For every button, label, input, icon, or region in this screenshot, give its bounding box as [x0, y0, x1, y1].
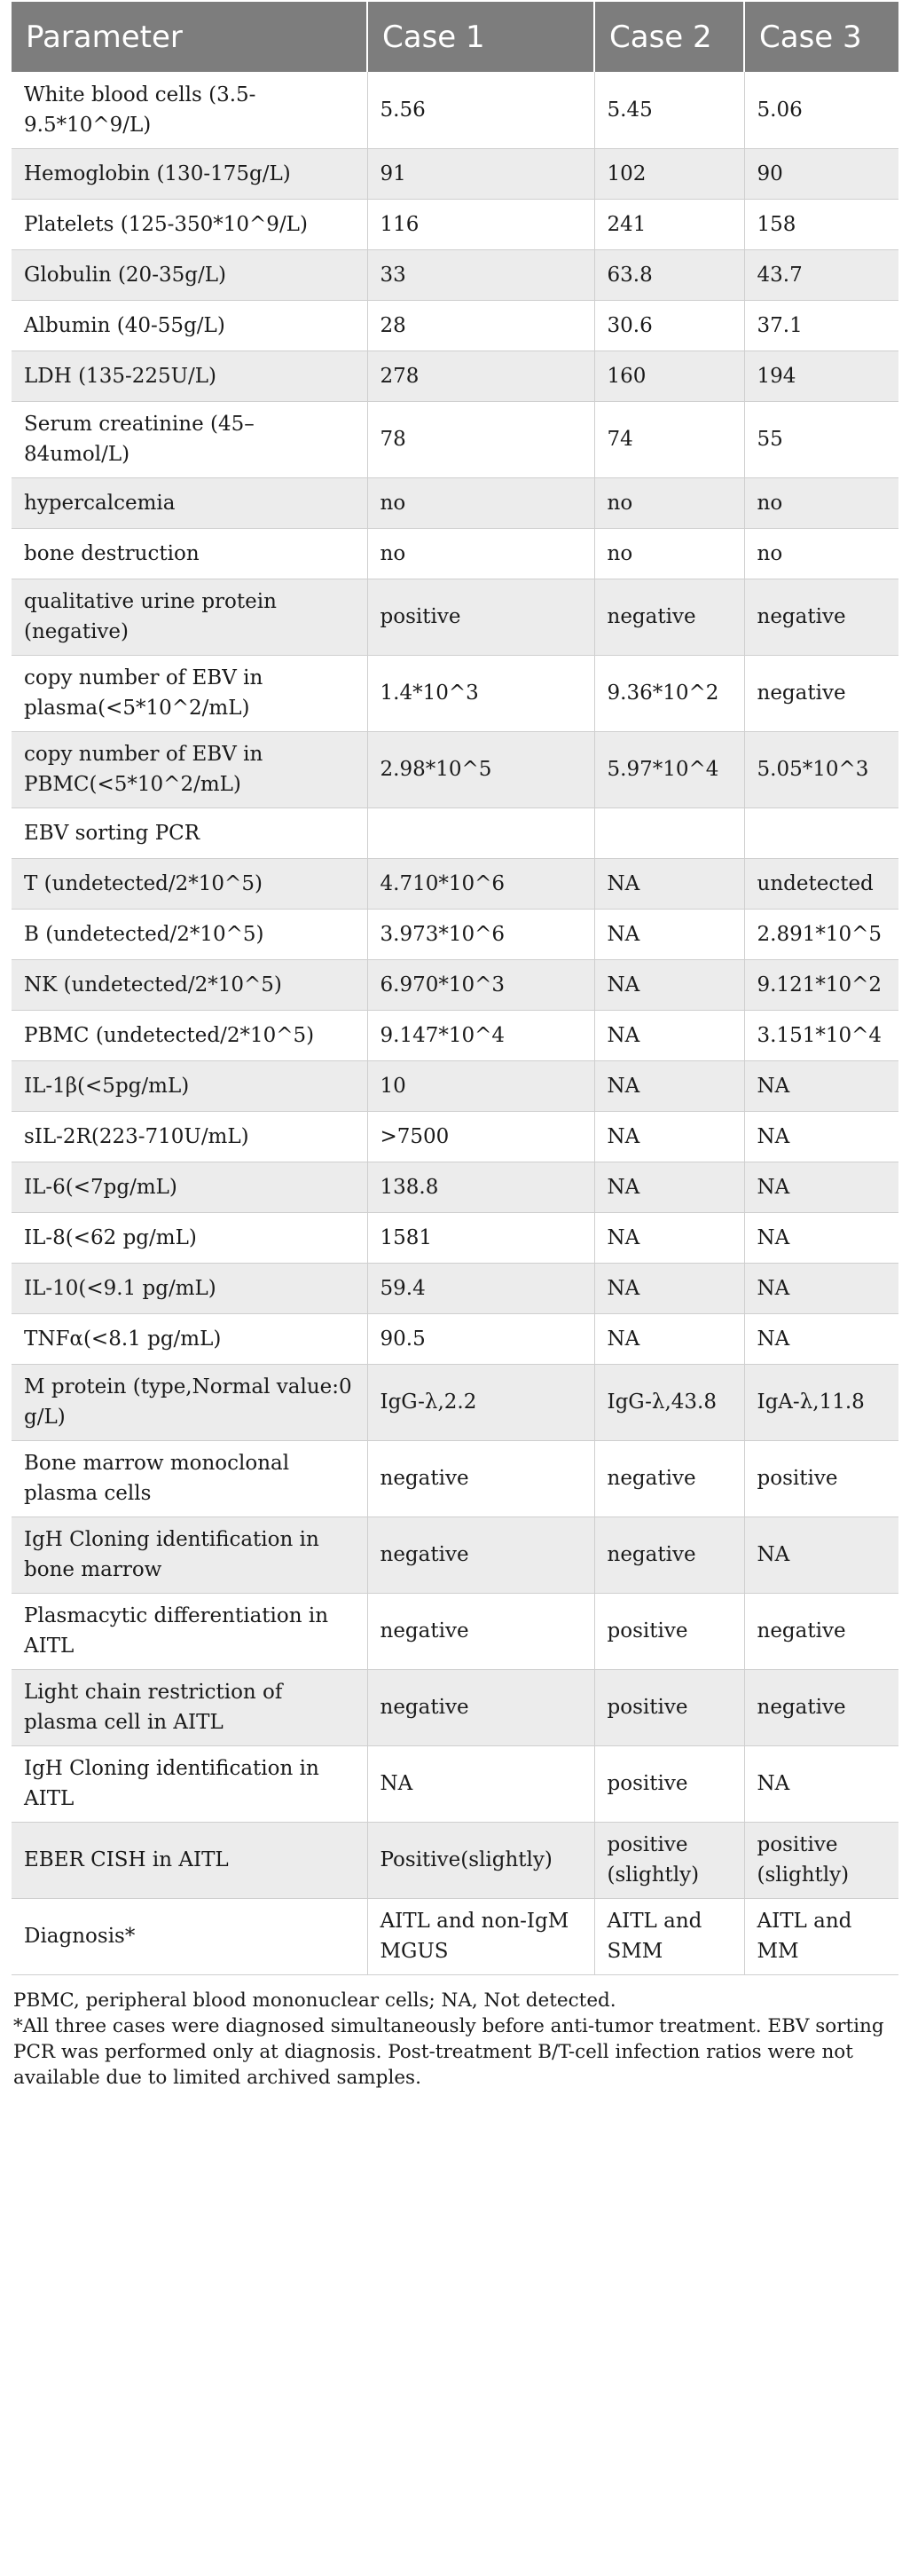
table-row	[12, 528, 898, 579]
case-1-cell: 91	[367, 148, 594, 199]
parameter-cell: White blood cells (3.5-9.5*10^9/L)	[12, 72, 367, 148]
case-3-cell: NA	[744, 1111, 898, 1162]
header-case-3: Case 3	[744, 2, 898, 72]
table-row	[12, 72, 898, 148]
case-3-cell: 194	[744, 351, 898, 401]
case-2-cell: 160	[594, 351, 744, 401]
case-3-cell: no	[744, 528, 898, 579]
parameter-cell: M protein (type,Normal value:0 g/L)	[12, 1364, 367, 1440]
case-2-cell: 30.6	[594, 300, 744, 351]
case-3-cell: negative	[744, 1593, 898, 1669]
case-1-cell: >7500	[367, 1111, 594, 1162]
case-3-cell: 90	[744, 148, 898, 199]
diagnosis-note: *All three cases were diagnosed simultaneously before anti-tumor treatment. EBV sorting PCR was performed only at diagnosis. Post-treatment B/T-cell infection ratios were not available due to limited archived samples.	[13, 2014, 884, 2089]
parameter-cell: IL-8(<62 pg/mL)	[12, 1212, 367, 1263]
table-row	[12, 1212, 898, 1263]
case-3-cell: NA	[744, 1060, 898, 1111]
table-row	[12, 1364, 898, 1440]
parameter-cell: qualitative urine protein (negative)	[12, 579, 367, 655]
case-1-cell: 90.5	[367, 1313, 594, 1364]
case-2-cell: 74	[594, 401, 744, 477]
case-3-cell: 43.7	[744, 249, 898, 300]
parameter-cell: Hemoglobin (130-175g/L)	[12, 148, 367, 199]
table-row	[12, 148, 898, 199]
header-parameter: Parameter	[12, 2, 367, 72]
case-2-cell: negative	[594, 1440, 744, 1516]
table-row	[12, 249, 898, 300]
case-3-cell: undetected	[744, 858, 898, 909]
case-3-cell: positive	[744, 1440, 898, 1516]
table-row	[12, 1111, 898, 1162]
parameter-cell: NK (undetected/2*10^5)	[12, 959, 367, 1010]
parameter-cell: Diagnosis*	[12, 1898, 367, 1974]
table-row	[12, 1313, 898, 1364]
case-1-cell: no	[367, 477, 594, 528]
table-row	[12, 1745, 898, 1822]
case-1-cell: 28	[367, 300, 594, 351]
table-row	[12, 1898, 898, 1974]
case-3-cell: 55	[744, 401, 898, 477]
parameter-cell: Light chain restriction of plasma cell in AITL	[12, 1669, 367, 1745]
case-1-cell: negative	[367, 1516, 594, 1593]
parameter-cell: IL-1β(<5pg/mL)	[12, 1060, 367, 1111]
case-1-cell: AITL and non-IgM MGUS	[367, 1898, 594, 1974]
parameter-cell: Bone marrow monoclonal plasma cells	[12, 1440, 367, 1516]
case-1-cell: NA	[367, 1745, 594, 1822]
case-1-cell: 116	[367, 199, 594, 249]
parameter-cell: T (undetected/2*10^5)	[12, 858, 367, 909]
abbreviations-note: PBMC, peripheral blood mononuclear cells; NA, Not detected.	[13, 1989, 616, 2012]
table-row	[12, 1162, 898, 1212]
case-2-cell: 63.8	[594, 249, 744, 300]
case-2-cell: negative	[594, 579, 744, 655]
table-row	[12, 351, 898, 401]
parameter-cell: IgH Cloning identification in AITL	[12, 1745, 367, 1822]
case-1-cell: 1581	[367, 1212, 594, 1263]
case-3-cell: negative	[744, 655, 898, 731]
table-row	[12, 1060, 898, 1111]
case-2-cell: no	[594, 477, 744, 528]
case-3-cell: negative	[744, 579, 898, 655]
table-row	[12, 199, 898, 249]
case-3-cell: 5.05*10^3	[744, 731, 898, 807]
case-3-cell: NA	[744, 1162, 898, 1212]
case-2-cell: NA	[594, 1263, 744, 1313]
parameter-cell: Platelets (125-350*10^9/L)	[12, 199, 367, 249]
case-1-cell: 10	[367, 1060, 594, 1111]
case-2-cell: no	[594, 528, 744, 579]
table-row	[12, 1822, 898, 1898]
case-1-cell: 278	[367, 351, 594, 401]
case-3-cell	[744, 807, 898, 858]
table-row	[12, 807, 898, 858]
table-row	[12, 1440, 898, 1516]
parameter-cell: B (undetected/2*10^5)	[12, 909, 367, 959]
case-3-cell: NA	[744, 1313, 898, 1364]
header-case-1: Case 1	[367, 2, 594, 72]
case-3-cell: 37.1	[744, 300, 898, 351]
case-2-cell: NA	[594, 1111, 744, 1162]
case-2-cell	[594, 807, 744, 858]
case-1-cell: no	[367, 528, 594, 579]
case-3-cell: IgA-λ,11.8	[744, 1364, 898, 1440]
case-2-cell: NA	[594, 1010, 744, 1060]
case-3-cell: negative	[744, 1669, 898, 1745]
document	[12, 2, 898, 2091]
case-1-cell: negative	[367, 1593, 594, 1669]
case-3-cell: 158	[744, 199, 898, 249]
case-2-cell: positive	[594, 1593, 744, 1669]
parameter-cell: hypercalcemia	[12, 477, 367, 528]
table-row	[12, 858, 898, 909]
case-1-cell: 2.98*10^5	[367, 731, 594, 807]
case-2-cell: 5.97*10^4	[594, 731, 744, 807]
parameter-cell: copy number of EBV in PBMC(<5*10^2/mL)	[12, 731, 367, 807]
case-1-cell: IgG-λ,2.2	[367, 1364, 594, 1440]
case-3-cell: 3.151*10^4	[744, 1010, 898, 1060]
table-row	[12, 1516, 898, 1593]
parameter-cell: IgH Cloning identification in bone marrow	[12, 1516, 367, 1593]
case-2-cell: 102	[594, 148, 744, 199]
table-row	[12, 579, 898, 655]
table-row	[12, 909, 898, 959]
parameter-cell: PBMC (undetected/2*10^5)	[12, 1010, 367, 1060]
case-2-cell: NA	[594, 909, 744, 959]
parameter-cell: TNFα(<8.1 pg/mL)	[12, 1313, 367, 1364]
parameter-cell: sIL-2R(223-710U/mL)	[12, 1111, 367, 1162]
case-2-cell: NA	[594, 1313, 744, 1364]
case-1-cell: 5.56	[367, 72, 594, 148]
case-2-cell: AITL and SMM	[594, 1898, 744, 1974]
case-2-cell: IgG-λ,43.8	[594, 1364, 744, 1440]
case-2-cell: positive	[594, 1745, 744, 1822]
parameter-cell: EBER CISH in AITL	[12, 1822, 367, 1898]
case-3-cell: 5.06	[744, 72, 898, 148]
header-row	[12, 2, 898, 72]
table-body	[12, 72, 898, 1974]
parameter-cell: IL-6(<7pg/mL)	[12, 1162, 367, 1212]
table-row	[12, 300, 898, 351]
case-3-cell: NA	[744, 1263, 898, 1313]
parameter-cell: LDH (135-225U/L)	[12, 351, 367, 401]
case-2-cell: positive (slightly)	[594, 1822, 744, 1898]
case-3-cell: NA	[744, 1516, 898, 1593]
case-2-cell: 9.36*10^2	[594, 655, 744, 731]
case-2-cell: NA	[594, 858, 744, 909]
parameter-cell: bone destruction	[12, 528, 367, 579]
case-2-cell: NA	[594, 1212, 744, 1263]
table-row	[12, 731, 898, 807]
footnotes	[12, 1988, 898, 2091]
parameter-cell: Albumin (40-55g/L)	[12, 300, 367, 351]
case-3-cell: 2.891*10^5	[744, 909, 898, 959]
parameter-cell: IL-10(<9.1 pg/mL)	[12, 1263, 367, 1313]
table-row	[12, 1263, 898, 1313]
parameter-cell: Plasmacytic differentiation in AITL	[12, 1593, 367, 1669]
case-2-cell: negative	[594, 1516, 744, 1593]
case-1-cell: positive	[367, 579, 594, 655]
case-1-cell: 138.8	[367, 1162, 594, 1212]
case-1-cell: 9.147*10^4	[367, 1010, 594, 1060]
table-row	[12, 1669, 898, 1745]
case-3-cell: positive (slightly)	[744, 1822, 898, 1898]
table-row	[12, 1010, 898, 1060]
parameter-cell: Globulin (20-35g/L)	[12, 249, 367, 300]
parameter-cell: copy number of EBV in plasma(<5*10^2/mL)	[12, 655, 367, 731]
case-3-cell: no	[744, 477, 898, 528]
case-1-cell: 78	[367, 401, 594, 477]
case-2-cell: 5.45	[594, 72, 744, 148]
parameter-cell: Serum creatinine (45–84umol/L)	[12, 401, 367, 477]
case-1-cell: 59.4	[367, 1263, 594, 1313]
case-2-cell: 241	[594, 199, 744, 249]
table-row	[12, 477, 898, 528]
case-1-cell: 4.710*10^6	[367, 858, 594, 909]
case-3-cell: NA	[744, 1745, 898, 1822]
case-1-cell	[367, 807, 594, 858]
table-row	[12, 959, 898, 1010]
case-1-cell: 33	[367, 249, 594, 300]
case-2-cell: positive	[594, 1669, 744, 1745]
case-2-cell: NA	[594, 1162, 744, 1212]
table-row	[12, 401, 898, 477]
table-row	[12, 655, 898, 731]
case-1-cell: 1.4*10^3	[367, 655, 594, 731]
case-1-cell: 6.970*10^3	[367, 959, 594, 1010]
table-row	[12, 1593, 898, 1669]
case-1-cell: Positive(slightly)	[367, 1822, 594, 1898]
case-3-cell: NA	[744, 1212, 898, 1263]
case-3-cell: AITL and MM	[744, 1898, 898, 1974]
case-2-cell: NA	[594, 1060, 744, 1111]
case-1-cell: negative	[367, 1440, 594, 1516]
case-1-cell: negative	[367, 1669, 594, 1745]
case-1-cell: 3.973*10^6	[367, 909, 594, 959]
case-3-cell: 9.121*10^2	[744, 959, 898, 1010]
case-2-cell: NA	[594, 959, 744, 1010]
lab-parameters-table	[12, 2, 898, 1975]
parameter-cell: EBV sorting PCR	[12, 807, 367, 858]
header-case-2: Case 2	[594, 2, 744, 72]
